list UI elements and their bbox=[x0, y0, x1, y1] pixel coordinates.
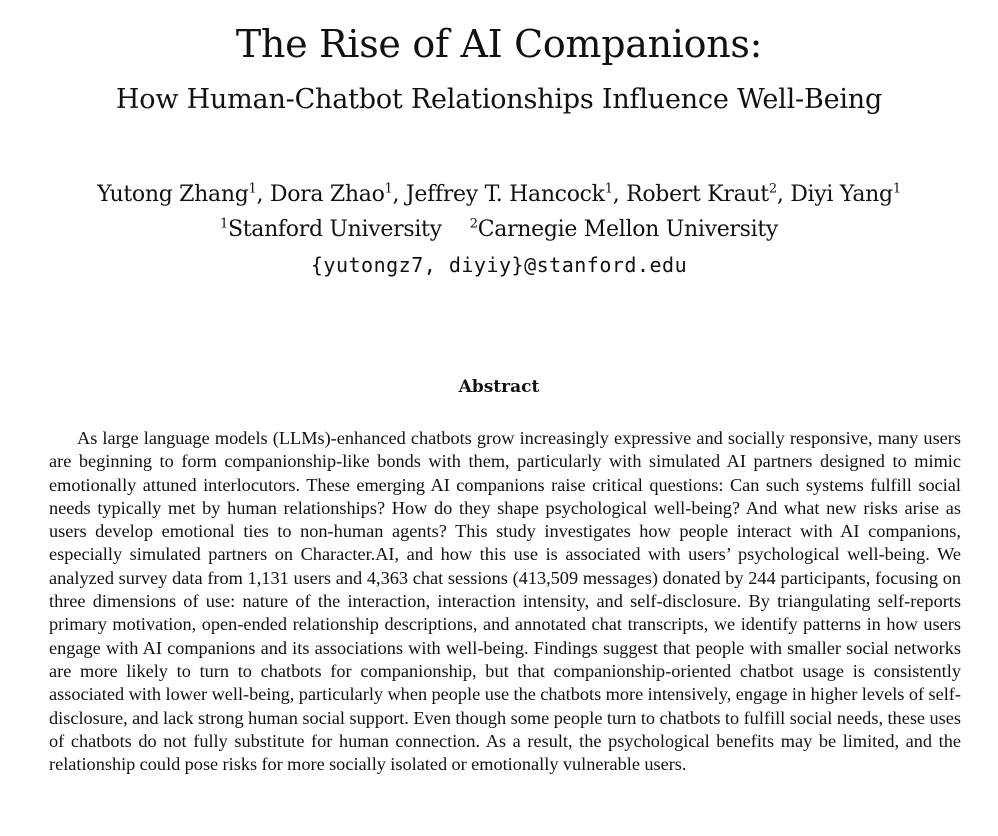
affiliation-name: Stanford University bbox=[227, 217, 442, 242]
author-name: Jeffrey T. Hancock bbox=[405, 182, 605, 207]
affiliation-mark: 1 bbox=[248, 181, 257, 197]
affiliation-name: Carnegie Mellon University bbox=[477, 217, 779, 242]
author-separator: , bbox=[256, 182, 270, 207]
author-name: Yutong Zhang bbox=[97, 182, 249, 207]
affiliation-mark: 1 bbox=[219, 216, 228, 232]
affiliation-mark: 1 bbox=[604, 181, 613, 197]
contact-email: {yutongz7, diyiy}@stanford.edu bbox=[310, 253, 688, 277]
author-separator: , bbox=[612, 182, 627, 207]
affiliation-list bbox=[0, 215, 998, 245]
author-name: Diyi Yang bbox=[790, 182, 893, 207]
paper-title: The Rise of AI Companions: bbox=[235, 22, 763, 66]
affiliation-mark: 1 bbox=[892, 181, 901, 197]
affiliation-mark: 2 bbox=[469, 216, 478, 232]
author-list bbox=[0, 180, 998, 210]
abstract-body: As large language models (LLMs)-enhanced chatbots grow increasingly expressive and socially responsive, many users are beginning to form companionship-like bonds with them, particularly with simulated AI partners designed to mimic emotionally attuned interlocutors. These emerging AI companions raise critical questions: Can such systems fulfill social needs typically met by human relationships? How do they shape psychological well-being? And what new risks arise as users develop emotional ties to non-human agents? This study investigates how people interact with AI companions, especially simulated partners on Character.AI, and how this use is associated with users’ psychological well-being. We analyzed survey data from 1,131 users and 4,363 chat sessions (413,509 messages) donated by 244 participants, focusing on three dimensions of use: nature of the interaction, interaction intensity, and self-disclosure. By triangulating self-reports primary motivation, open-ended relationship descriptions, and annotated chat transcripts, we identify patterns in how users engage with AI companions and its associations with well-being. Findings suggest that people with smaller social networks are more likely to turn to chatbots for companionship, but that companionship-oriented chatbot usage is consistently associated with lower well-being, particularly when people use the chatbots more intensively, engage in higher levels of self-disclosure, and lack strong human social support. Even though some people turn to chatbots to fulfill social needs, these uses of chatbots do not fully substitute for human connection. As a result, the psychological benefits may be limited, and the relationship could pose risks for more socially isolated or emotionally vulnerable users. bbox=[49, 428, 961, 775]
author-name: Robert Kraut bbox=[626, 182, 769, 207]
author-name: Dora Zhao bbox=[269, 182, 385, 207]
affiliation-mark: 1 bbox=[384, 181, 393, 197]
abstract-heading: Abstract bbox=[458, 377, 540, 397]
author-separator: , bbox=[392, 182, 406, 207]
affiliation-mark: 2 bbox=[768, 181, 777, 197]
author-separator: , bbox=[776, 182, 791, 207]
paper-subtitle: How Human-Chatbot Relationships Influence Well-Being bbox=[115, 84, 883, 115]
